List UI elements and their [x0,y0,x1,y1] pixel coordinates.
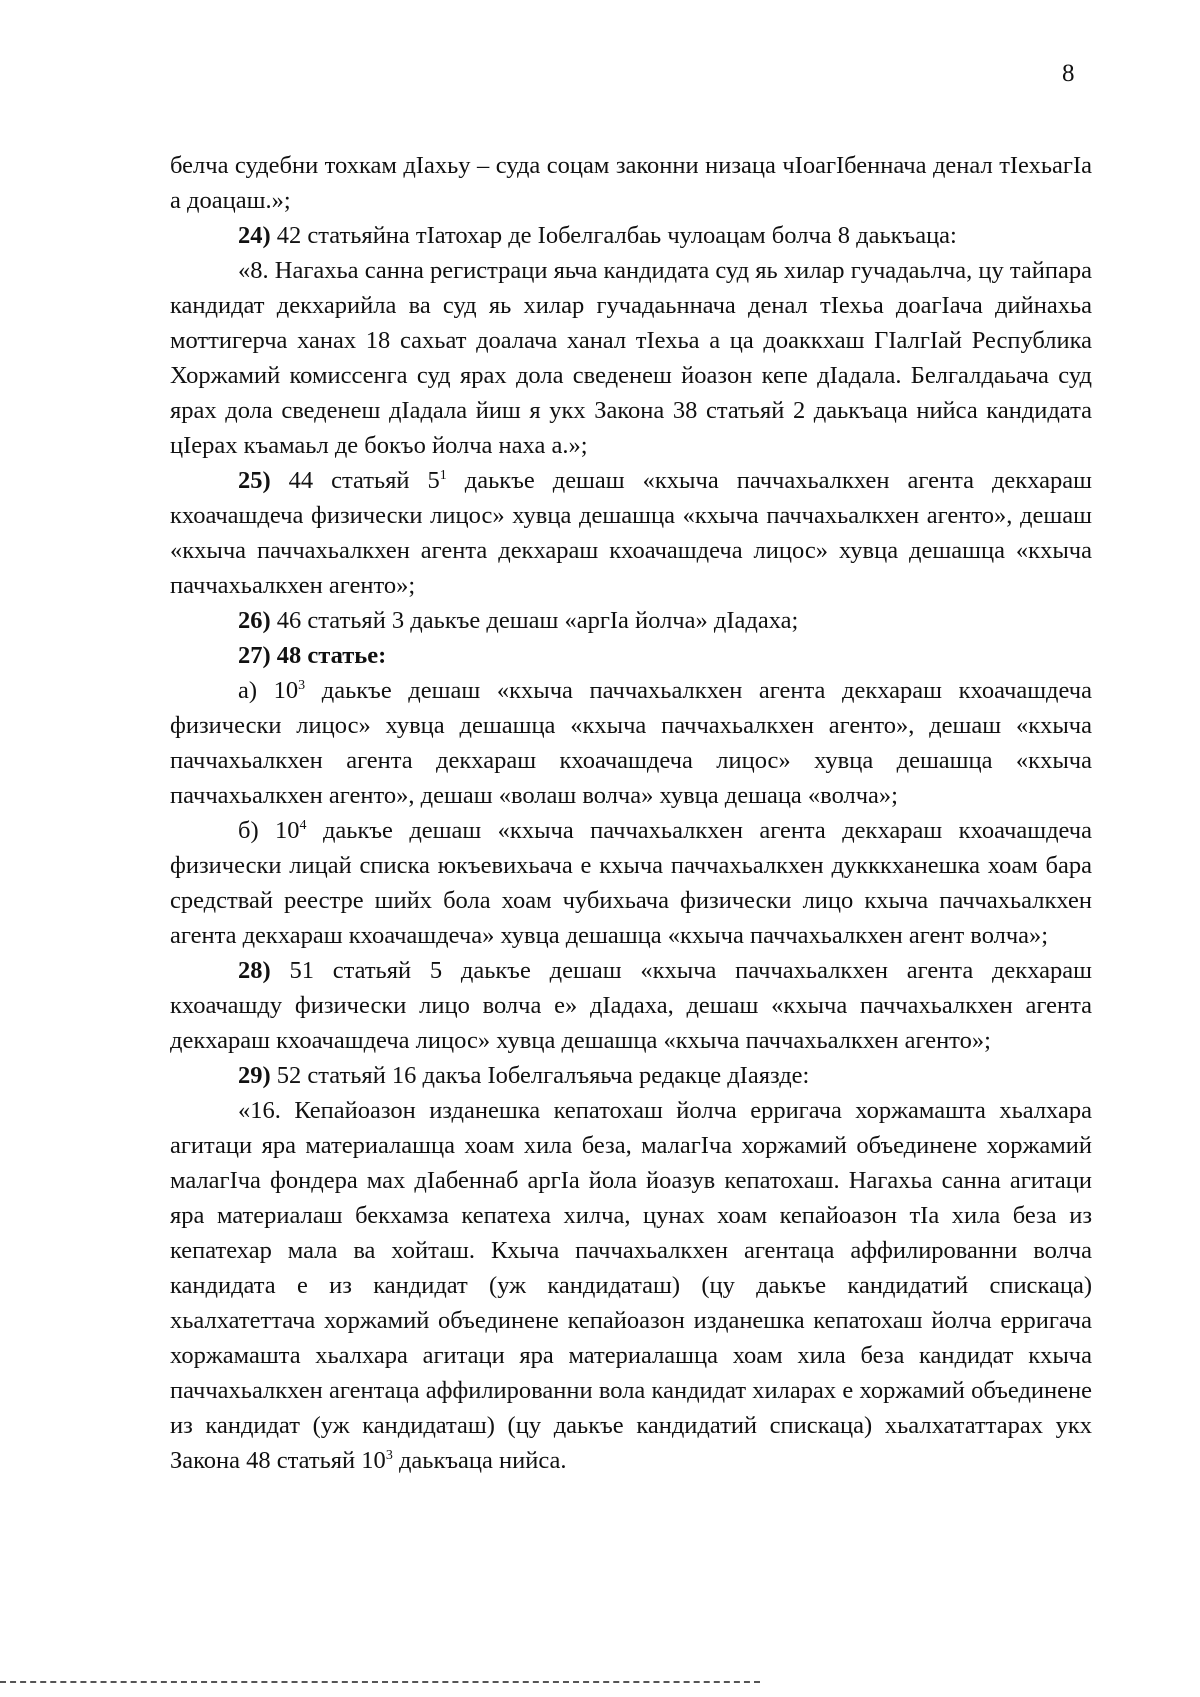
paragraph [170,813,1092,953]
paragraph-text: б) 10 [238,817,300,844]
paragraph [170,218,1092,253]
paragraph [170,148,1092,218]
superscript: 3 [298,677,306,693]
item-number: 24) [238,222,271,249]
superscript: 1 [439,467,447,483]
paragraph-text: даькъе дешаш «кхыча паччахьалкхен агента декхараш кхоачашдеча физически лицай списка юкъевихьача е кхыча паччахьалкхен дукккханешка хоам бара средствай реестре шийх бола хоам чубихьача физически лицо кхыча паччахьалкхен агента декхараш кхоачашдеча» хувца дешашца «кхыча паччахьалкхен агент волча»; [170,817,1093,949]
scan-edge-line [0,1681,760,1683]
paragraph-text: 44 статьяй 5 [270,467,440,494]
superscript: 3 [385,1447,393,1463]
paragraph [170,1093,1092,1478]
paragraph-text: даькъаца нийса. [392,1447,567,1474]
paragraph [170,463,1092,603]
item-number: 25) [238,467,271,494]
paragraph [170,253,1092,463]
paragraph [170,638,1092,673]
paragraph-text: 46 статьяй 3 даькъе дешаш «аргІа йолча» дІадаха; [270,607,799,634]
paragraph-text: белча судебни тохкам дІахьу – суда соцам законни низаца чІоагІбеннача денал тІехьагІа а доацаш.»; [170,152,1092,214]
paragraph-text: «8. Нагахьа санна регистраци яьча кандидата суд яь хилар гучадаьлча, цу тайпара кандидат декхарийла ва суд яь хилар гучадаьннача денал тІехьа доагІача дийнахьа моттигерча ханах 18 сахьат доалача ханал тІехьа а ца доаккхаш ГІалгІай Республика Хоржамий комиссенга суд ярах дола сведенеш йоазон кепе дІадала. Белгалдаьача суд ярах дола сведенеш дІадала йиш я укх Закона 38 статьяй 2 даькъаца нийса кандидата цІерах къамаьл де бокъо йолча наха а.»; [170,257,1092,459]
paragraph-text: а) 10 [238,677,299,704]
paragraph-text: 52 статьяй 16 дакъа Іобелгалъяьча редакце дІаязде: [270,1062,810,1089]
paragraph-text: 42 статьяйна тІатохар де Іобелгалбаь чулоацам болча 8 даькъаца: [270,222,957,249]
item-number: 27) 48 статье: [238,642,387,669]
paragraph [170,603,1092,638]
paragraph [170,953,1092,1058]
paragraph-text: даькъе дешаш «кхыча паччахьалкхен агента декхараш кхоачашдеча физически лицос» хувца дешашца «кхыча паччахьалкхен агенто», дешаш «кхыча паччахьалкхен агента декхараш кхоачашдеча лицос» хувца дешашца «кхыча паччахьалкхен агенто»; [170,467,1092,599]
document-body [170,148,1092,1478]
paragraph [170,673,1092,813]
superscript: 4 [299,817,307,833]
page-number: 8 [1062,60,1075,87]
paragraph-text: «16. Кепайоазон изданешка кепатохаш йолча ерригача хоржамашта хьалхара агитаци яра материалашца хоам хила беза, малагІча хоржамий объединене хоржамий малагІча фондера мах дІабеннаб аргІа йола йоазув кепатохаш. Нагахьа санна агитаци яра материалаш бекхамза кепатеха хилча, цунах хоам кепайоазон тІа хила беза из кепатехар мала ва хойташ. Кхыча паччахьалкхен агентаца аффилированни волча кандидата е из кандидат (уж кандидаташ) (цу даькъе кандидатий спискаца) хьалхатеттача хоржамий объединене кепайоазон изданешка кепатохаш йолча ерригача хоржамашта хьалхара агитаци яра материалашца хоам хила беза кандидат кхыча паччахьалкхен агентаца аффилированни вола кандидат хиларах е хоржамий объединене из кандидат (уж кандидаташ) (цу даькъе кандидатий спискаца) хьалхататтарах укх Закона 48 статьяй 10 [170,1097,1092,1474]
paragraph-text: 51 статьяй 5 даькъе дешаш «кхыча паччахьалкхен агента декхараш кхоачашду физически лицо волча е» дІадаха, дешаш «кхыча паччахьалкхен агента декхараш кхоачашдеча лицос» хувца дешашца «кхыча паччахьалкхен агенто»; [170,957,1092,1054]
item-number: 26) [238,607,271,634]
paragraph [170,1058,1092,1093]
item-number: 29) [238,1062,271,1089]
item-number: 28) [238,957,271,984]
paragraph-text: даькъе дешаш «кхыча паччахьалкхен агента декхараш кхоачашдеча физически лицос» хувца дешашца «кхыча паччахьалкхен агенто», дешаш «кхыча паччахьалкхен агента декхараш кхоачашдеча лицос» хувца дешашца «кхыча паччахьалкхен агенто», дешаш «волаш волча» хувца дешаца «волча»; [170,677,1092,809]
